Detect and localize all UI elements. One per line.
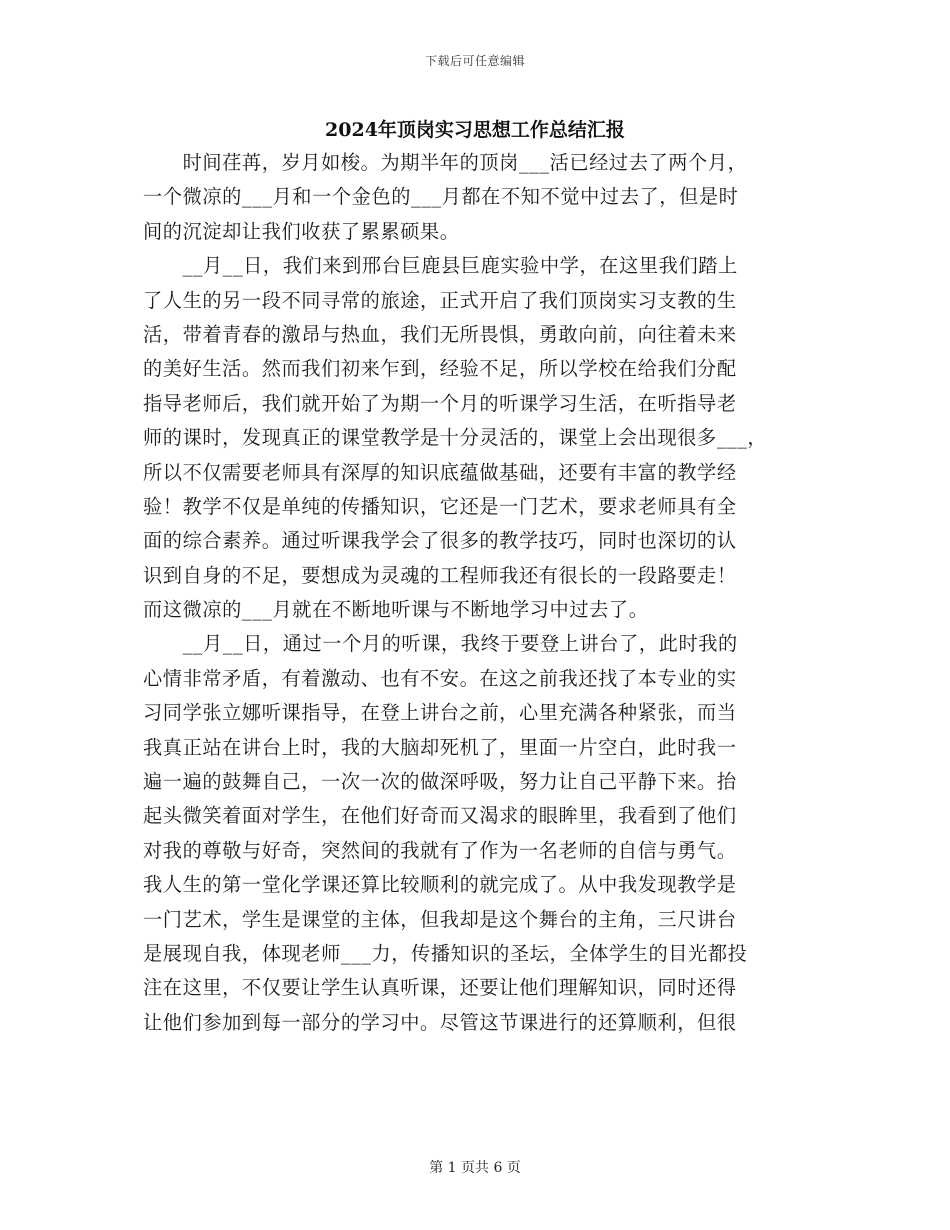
body-line: 一个微凉的___月和一个金色的___月都在不知不觉中过去了，但是时 <box>143 185 739 209</box>
body-line: 所以不仅需要老师具有深厚的知识底蕴做基础，还要有丰富的教学经 <box>143 460 737 484</box>
body-line: 的美好生活。然而我们初来乍到，经验不足，所以学校在给我们分配 <box>143 357 737 381</box>
body-line: 遍一遍的鼓舞自己，一次一次的做深呼吸，努力让自己平静下来。抬 <box>143 770 737 794</box>
body-line: 我真正站在讲台上时，我的大脑却死机了，里面一片空白，此时我一 <box>143 735 737 759</box>
body-line: 识到自身的不足，要想成为灵魂的工程师我还有很长的一段路要走！ <box>143 563 737 587</box>
body-line: 让他们参加到每一部分的学习中。尽管这节课进行的还算顺利，但很 <box>143 1010 737 1034</box>
body-line: 验！教学不仅是单纯的传播知识，它还是一门艺术，要求老师具有全 <box>143 494 737 518</box>
body-line: 习同学张立娜听课指导，在登上讲台之前，心里充满各种紧张，而当 <box>143 701 737 725</box>
body-line: 而这微凉的___月就在不断地听课与不断地学习中过去了。 <box>143 598 649 622</box>
body-line: 对我的尊敬与好奇，突然间的我就有了作为一名老师的自信与勇气。 <box>143 838 737 862</box>
body-line: 心情非常矛盾，有着激动、也有不安。在这之前我还找了本专业的实 <box>143 666 737 690</box>
body-line: 注在这里，不仅要让学生认真听课，还要让他们理解知识，同时还得 <box>143 976 737 1000</box>
body-line: 间的沉淀却让我们收获了累累硕果。 <box>143 219 460 243</box>
page-footer: 第 1 页共 6 页 <box>429 1160 521 1176</box>
body-line: 活，带着青春的激昂与热血，我们无所畏惧，勇敢向前，向往着未来 <box>143 322 737 346</box>
document-body <box>143 146 810 1040</box>
document-title: 2024年顶岗实习思想工作总结汇报 <box>325 119 625 141</box>
body-line: __月__日，我们来到邢台巨鹿县巨鹿实验中学，在这里我们踏上 <box>143 254 738 278</box>
body-line: 一门艺术，学生是课堂的主体，但我却是这个舞台的主角，三尺讲台 <box>143 907 737 931</box>
body-line: 了人生的另一段不同寻常的旅途，正式开启了我们顶岗实习支教的生 <box>143 288 737 312</box>
body-line: 面的综合素养。通过听课我学会了很多的教学技巧，同时也深切的认 <box>143 529 737 553</box>
body-line: 是展现自我，体现老师___力，传播知识的圣坛，全体学生的目光都投 <box>143 941 748 965</box>
body-line: 我人生的第一堂化学课还算比较顺利的就完成了。从中我发现教学是 <box>143 873 737 897</box>
body-line: 时间荏苒，岁月如梭。为期半年的顶岗___活已经过去了两个月， <box>143 151 748 174</box>
page-header: 下载后可任意编辑 <box>424 54 525 68</box>
body-line: 起头微笑着面对学生，在他们好奇而又渴求的眼眸里，我看到了他们 <box>143 804 737 828</box>
body-line: 指导老师后，我们就开始了为期一个月的听课学习生活，在听指导老 <box>143 391 737 415</box>
body-line: 师的课时，发现真正的课堂教学是十分灵活的，课堂上会出现很多___， <box>143 426 768 450</box>
body-line: __月__日，通过一个月的听课，我终于要登上讲台了，此时我的 <box>143 632 738 656</box>
